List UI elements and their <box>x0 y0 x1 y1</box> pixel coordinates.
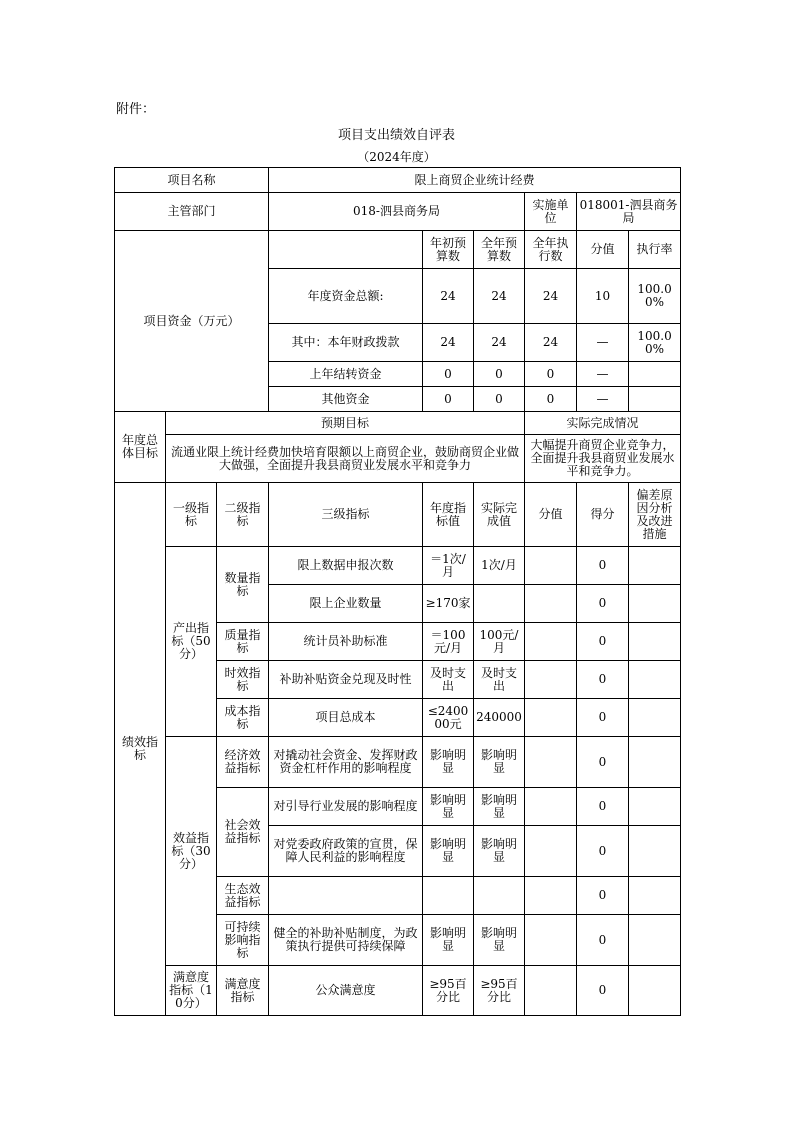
indicator-score: 0 <box>577 699 629 737</box>
indicator-name: 项目总成本 <box>269 699 423 737</box>
indicator-deviation <box>629 699 681 737</box>
project-name-label: 项目名称 <box>115 168 269 193</box>
indicator-actual: 240000 <box>474 699 525 737</box>
indicator-name: 对党委政府政策的宣贯，保障人民利益的影响程度 <box>269 826 423 877</box>
expected-goal-header: 预期目标 <box>166 412 525 435</box>
indicator-header-actual: 实际完成值 <box>474 483 525 547</box>
level2-quantity: 数量指标 <box>217 547 269 623</box>
indicator-target: 影响明显 <box>423 826 474 877</box>
funds-cell-initial: 0 <box>423 387 474 412</box>
level2-quality: 质量指标 <box>217 623 269 661</box>
indicator-score: 0 <box>577 661 629 699</box>
indicator-name: 限上企业数量 <box>269 585 423 623</box>
indicator-score: 0 <box>577 737 629 788</box>
funds-cell-executed: 0 <box>525 387 577 412</box>
attachment-label: 附件： <box>116 102 156 117</box>
indicator-target: 及时支出 <box>423 661 474 699</box>
indicator-deviation <box>629 585 681 623</box>
funds-header-annual: 全年预算数 <box>474 231 525 269</box>
project-name-value: 限上商贸企业统计经费 <box>269 168 681 193</box>
funds-cell-rate <box>629 362 681 387</box>
funds-cell-initial: 24 <box>423 269 474 324</box>
indicator-score-value <box>525 788 577 826</box>
funds-cell-rate <box>629 387 681 412</box>
funds-header-blank <box>269 231 423 269</box>
indicator-target: ＝1次/月 <box>423 547 474 585</box>
indicator-name: 补助补贴资金兑现及时性 <box>269 661 423 699</box>
indicator-name: 统计员补助标准 <box>269 623 423 661</box>
expected-goal-text: 流通业限上统计经费加快培育限额以上商贸企业，鼓励商贸企业做大做强，全面提升我县商贸业发展水平和竞争力 <box>166 435 525 483</box>
annual-goals-label: 年度总体目标 <box>115 412 166 483</box>
funds-cell-annual: 24 <box>474 269 525 324</box>
level2-sustainable: 可持续影响指标 <box>217 915 269 966</box>
funds-cell-annual: 0 <box>474 387 525 412</box>
indicator-deviation <box>629 623 681 661</box>
indicator-deviation <box>629 877 681 915</box>
level2-satisfaction: 满意度指标 <box>217 966 269 1016</box>
indicator-actual: 影响明显 <box>474 737 525 788</box>
indicator-score-value <box>525 737 577 788</box>
indicator-name: 对引导行业发展的影响程度 <box>269 788 423 826</box>
indicator-actual: 影响明显 <box>474 826 525 877</box>
actual-result-text: 大幅提升商贸企业竞争力，全面提升我县商贸业发展水平和竞争力。 <box>525 435 681 483</box>
impl-unit-value: 018001-泗县商务局 <box>577 193 681 231</box>
self-evaluation-table <box>114 167 681 1016</box>
indicator-target: ＝100元/月 <box>423 623 474 661</box>
indicator-score-value <box>525 585 577 623</box>
level2-ecological: 生态效益指标 <box>217 877 269 915</box>
indicator-header-score: 得分 <box>577 483 629 547</box>
indicator-name: 限上数据申报次数 <box>269 547 423 585</box>
indicator-score-value <box>525 623 577 661</box>
impl-unit-label: 实施单位 <box>525 193 577 231</box>
funds-label: 项目资金（万元） <box>115 231 269 412</box>
indicator-actual: 影响明显 <box>474 915 525 966</box>
indicator-name: 公众满意度 <box>269 966 423 1016</box>
dept-label: 主管部门 <box>115 193 269 231</box>
performance-indicators-label: 绩效指标 <box>115 483 166 1016</box>
dept-value: 018-泗县商务局 <box>269 193 525 231</box>
indicator-score-value <box>525 699 577 737</box>
level2-timeliness: 时效指标 <box>217 661 269 699</box>
indicator-score: 0 <box>577 585 629 623</box>
actual-result-header: 实际完成情况 <box>525 412 681 435</box>
indicator-score: 0 <box>577 788 629 826</box>
indicator-actual: 及时支出 <box>474 661 525 699</box>
funds-cell-rate: 100.00% <box>629 324 681 362</box>
indicator-score: 0 <box>577 966 629 1016</box>
indicator-actual <box>474 877 525 915</box>
indicator-deviation <box>629 966 681 1016</box>
level1-satisfaction: 满意度指标（10分） <box>166 966 217 1016</box>
funds-cell-score-value: — <box>577 324 629 362</box>
funds-cell-annual: 24 <box>474 324 525 362</box>
funds-cell-score-value: — <box>577 387 629 412</box>
indicator-score: 0 <box>577 915 629 966</box>
level2-economic: 经济效益指标 <box>217 737 269 788</box>
level2-cost: 成本指标 <box>217 699 269 737</box>
funds-header-initial: 年初预算数 <box>423 231 474 269</box>
indicator-header-level3: 三级指标 <box>269 483 423 547</box>
indicator-name <box>269 877 423 915</box>
level2-social: 社会效益指标 <box>217 788 269 877</box>
funds-row-label: 年度资金总额: <box>269 269 423 324</box>
funds-header-rate: 执行率 <box>629 231 681 269</box>
indicator-header-level1: 一级指标 <box>166 483 217 547</box>
indicator-target: ≥95百分比 <box>423 966 474 1016</box>
funds-row-label: 其他资金 <box>269 387 423 412</box>
form-year: （2024年度） <box>357 150 436 164</box>
indicator-actual: 影响明显 <box>474 788 525 826</box>
indicator-header-level2: 二级指标 <box>217 483 269 547</box>
indicator-deviation <box>629 826 681 877</box>
funds-cell-executed: 24 <box>525 269 577 324</box>
funds-row-label: 其中：本年财政拨款 <box>269 324 423 362</box>
funds-header-executed: 全年执行数 <box>525 231 577 269</box>
indicator-name: 健全的补助补贴制度，为政策执行提供可持续保障 <box>269 915 423 966</box>
indicator-target: 影响明显 <box>423 737 474 788</box>
indicator-name: 对撬动社会资金、发挥财政资金杠杆作用的影响程度 <box>269 737 423 788</box>
indicator-score-value <box>525 877 577 915</box>
indicator-header-score-value: 分值 <box>525 483 577 547</box>
indicator-actual: 1次/月 <box>474 547 525 585</box>
indicator-target: ≤240000元 <box>423 699 474 737</box>
funds-cell-rate: 100.00% <box>629 269 681 324</box>
funds-header-score-value: 分值 <box>577 231 629 269</box>
indicator-deviation <box>629 788 681 826</box>
indicator-score-value <box>525 966 577 1016</box>
indicator-score-value <box>525 547 577 585</box>
indicator-target: 影响明显 <box>423 788 474 826</box>
indicator-target: 影响明显 <box>423 915 474 966</box>
indicator-score-value <box>525 826 577 877</box>
indicator-score: 0 <box>577 877 629 915</box>
indicator-deviation <box>629 547 681 585</box>
indicator-score-value <box>525 915 577 966</box>
funds-row-label: 上年结转资金 <box>269 362 423 387</box>
funds-cell-initial: 0 <box>423 362 474 387</box>
indicator-actual: ≥95百分比 <box>474 966 525 1016</box>
level1-benefit: 效益指标（30分） <box>166 737 217 966</box>
funds-cell-score-value: — <box>577 362 629 387</box>
indicator-deviation <box>629 915 681 966</box>
form-title: 项目支出绩效自评表 <box>337 128 455 143</box>
indicator-score: 0 <box>577 826 629 877</box>
indicator-target: ≥170家 <box>423 585 474 623</box>
funds-cell-score-value: 10 <box>577 269 629 324</box>
funds-cell-executed: 0 <box>525 362 577 387</box>
indicator-header-deviation: 偏差原因分析及改进措施 <box>629 483 681 547</box>
indicator-score: 0 <box>577 623 629 661</box>
level1-output: 产出指标（50分） <box>166 547 217 737</box>
indicator-header-target: 年度指标值 <box>423 483 474 547</box>
funds-cell-executed: 24 <box>525 324 577 362</box>
indicator-actual <box>474 585 525 623</box>
indicator-deviation <box>629 661 681 699</box>
funds-cell-initial: 24 <box>423 324 474 362</box>
indicator-target <box>423 877 474 915</box>
indicator-score-value <box>525 661 577 699</box>
funds-cell-annual: 0 <box>474 362 525 387</box>
indicator-deviation <box>629 737 681 788</box>
indicator-actual: 100元/月 <box>474 623 525 661</box>
indicator-score: 0 <box>577 547 629 585</box>
